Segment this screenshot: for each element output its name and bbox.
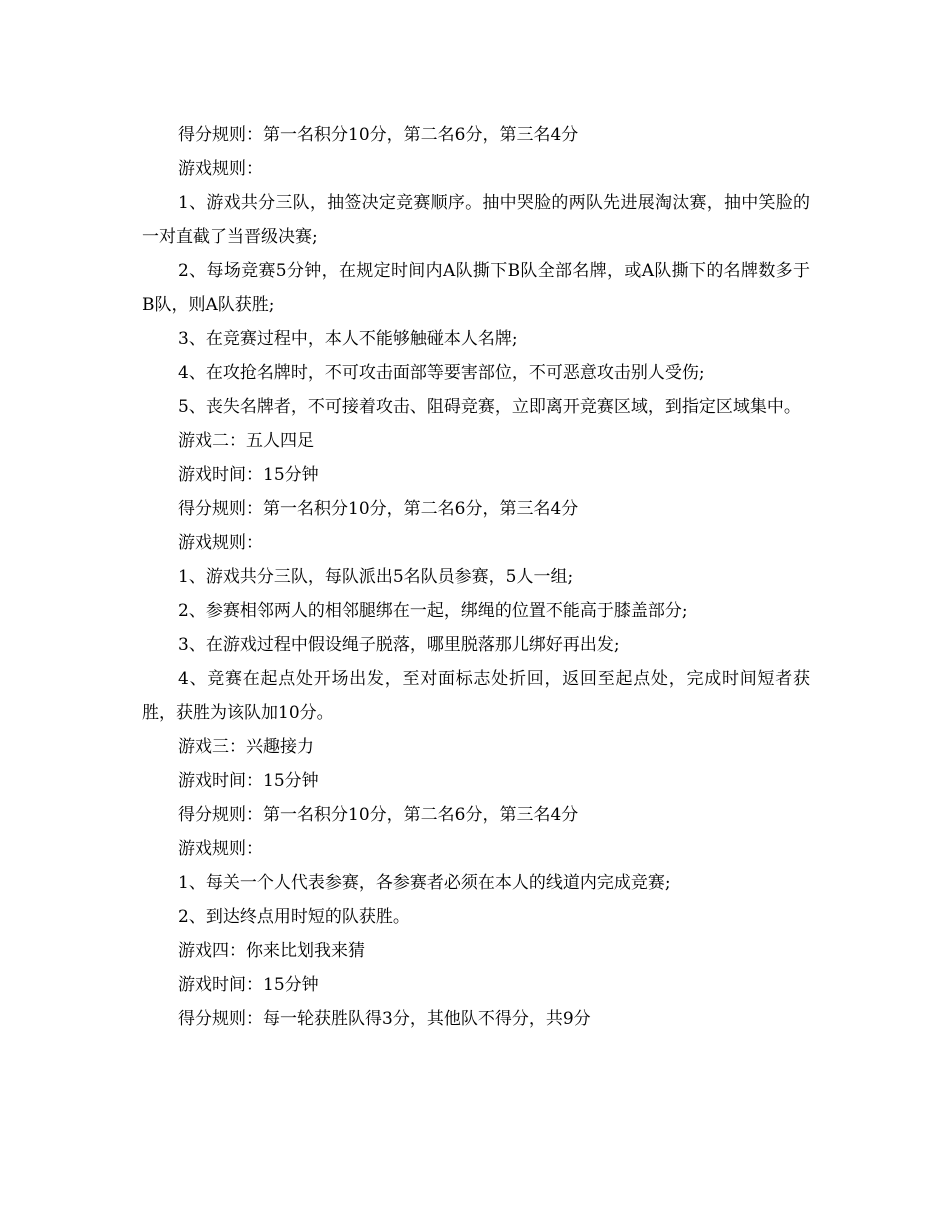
rule-item: 4、在攻抢名牌时，不可攻击面部等要害部位，不可恶意攻击别人受伤; xyxy=(178,363,705,383)
game-rules-heading: 游戏规则： xyxy=(178,533,263,553)
rule-item: 3、在竞赛过程中，本人不能够触碰本人名牌; xyxy=(178,329,518,349)
scoring-rules: 得分规则：每一轮获胜队得3分，其他队不得分，共9分 xyxy=(178,1009,591,1029)
game-two-title: 游戏二：五人四足 xyxy=(178,431,314,451)
rule-item: 5、丧失名牌者，不可接着攻击、阻碍竞赛，立即离开竞赛区域，到指定区域集中。 xyxy=(178,397,801,417)
game-time: 游戏时间：15分钟 xyxy=(178,465,319,485)
rule-item: 2、参赛相邻两人的相邻腿绑在一起，绑绳的位置不能高于膝盖部分; xyxy=(178,601,688,621)
scoring-rules: 得分规则：第一名积分10分，第二名6分，第三名4分 xyxy=(178,805,579,825)
rule-item: 1、游戏共分三队，抽签决定竞赛顺序。抽中哭脸的两队先进展淘汰赛，抽中笑脸的一对直截了当晋级决赛; xyxy=(142,193,810,247)
rule-item: 2、到达终点用时短的队获胜。 xyxy=(178,907,410,927)
rule-item: 1、游戏共分三队，每队派出5名队员参赛，5人一组; xyxy=(178,567,574,587)
game-rules-heading: 游戏规则： xyxy=(178,839,263,859)
rule-item: 4、竞赛在起点处开场出发，至对面标志处折回，返回至起点处，完成时间短者获胜，获胜为该队加10分。 xyxy=(142,669,810,723)
game-time: 游戏时间：15分钟 xyxy=(178,975,319,995)
game-four-title: 游戏四：你来比划我来猜 xyxy=(178,941,365,961)
rule-item: 2、每场竞赛5分钟，在规定时间内A队撕下B队全部名牌，或A队撕下的名牌数多于B队，则A队获胜; xyxy=(142,261,810,315)
rule-item: 1、每关一个人代表参赛，各参赛者必须在本人的线道内完成竞赛; xyxy=(178,873,671,893)
scoring-rules-game-one: 得分规则：第一名积分10分，第二名6分，第三名4分 xyxy=(178,125,579,145)
document-page xyxy=(142,118,810,1036)
scoring-rules: 得分规则：第一名积分10分，第二名6分，第三名4分 xyxy=(178,499,579,519)
game-three-title: 游戏三：兴趣接力 xyxy=(178,737,314,757)
game-time: 游戏时间：15分钟 xyxy=(178,771,319,791)
game-rules-heading: 游戏规则： xyxy=(178,159,263,179)
rule-item: 3、在游戏过程中假设绳子脱落，哪里脱落那儿绑好再出发; xyxy=(178,635,620,655)
